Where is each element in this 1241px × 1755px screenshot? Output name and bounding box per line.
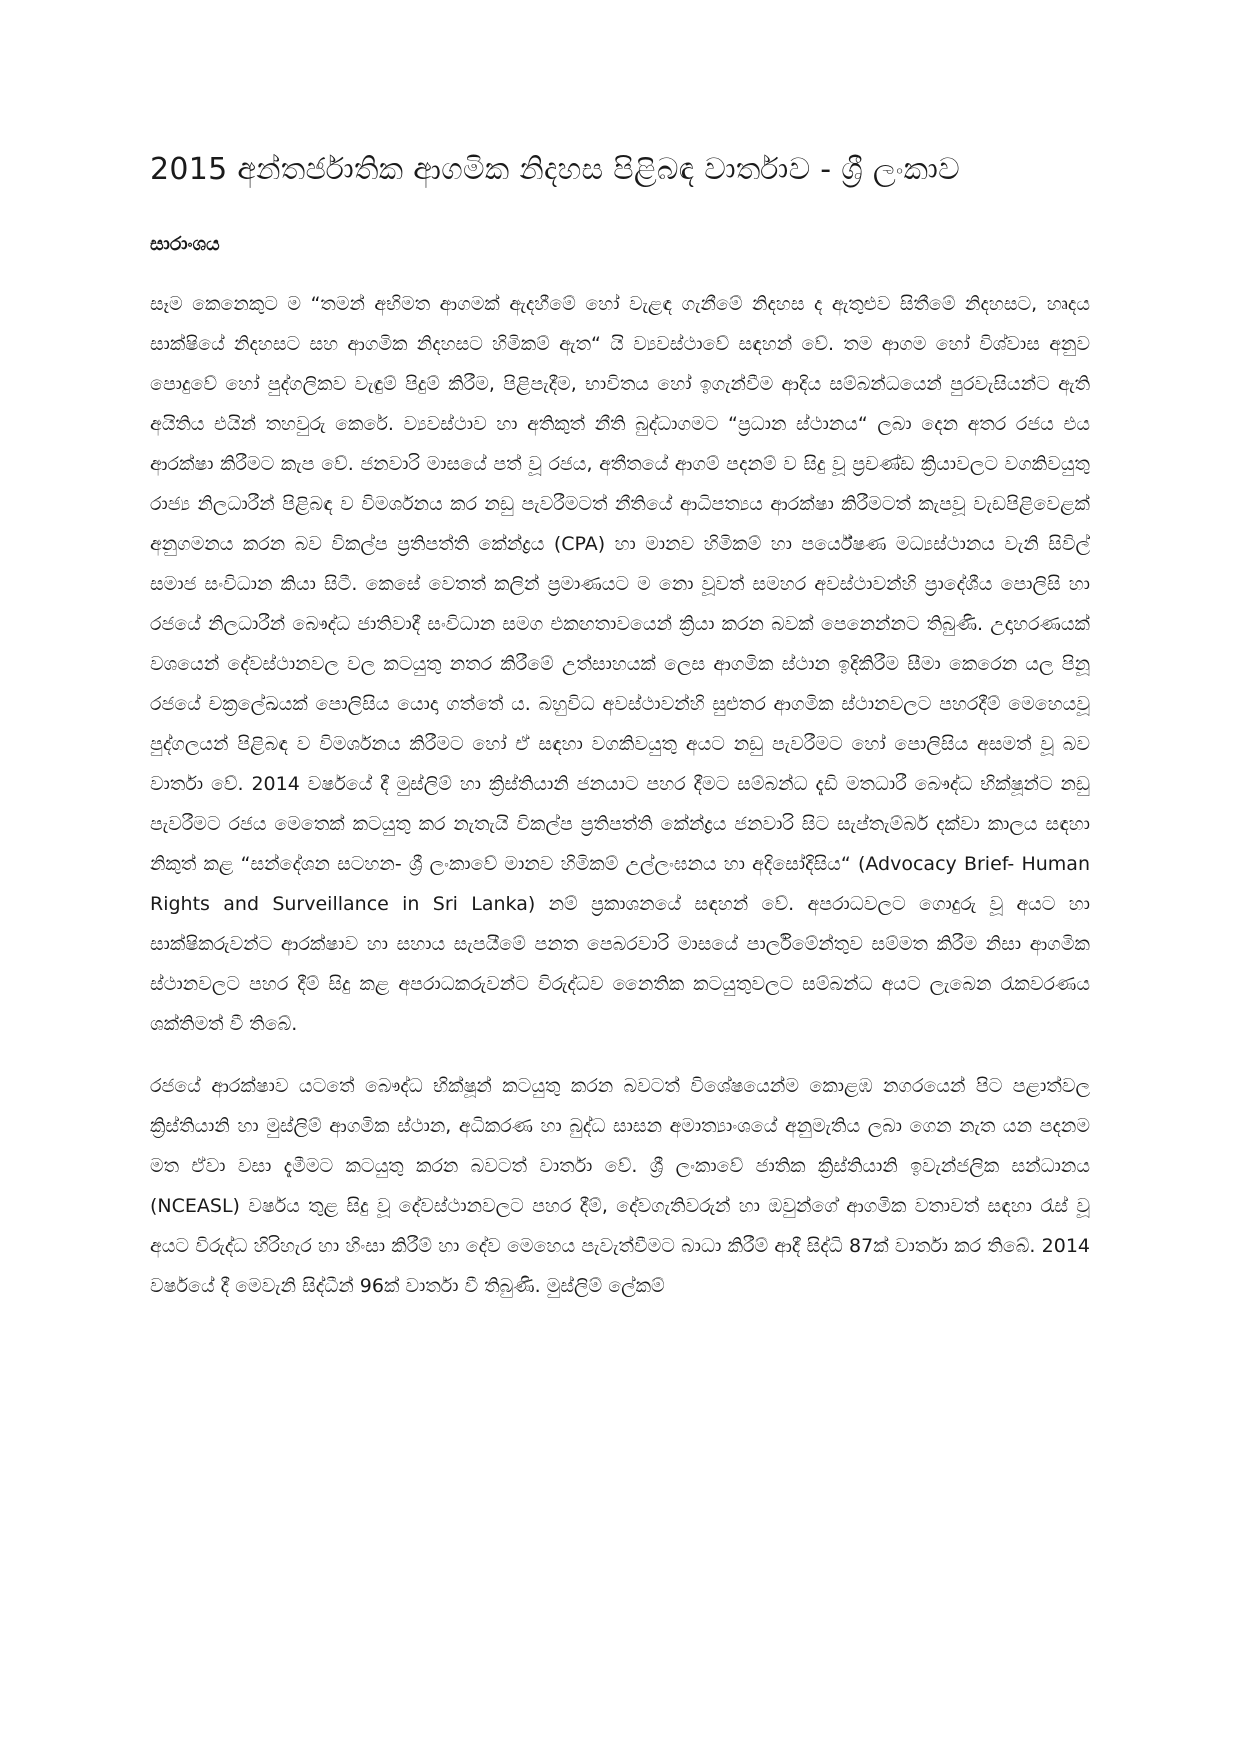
summary-heading: සාරාංශය (150, 233, 220, 255)
paragraph-1: සෑම කෙනෙකුට ම “තමන් අභිමත ආගමක් ඇදහීමේ හෝ වැළඳ ගැනීමේ නිදහස ද ඇතුළුව සිතීමේ නිදහසට, හෘදය සාක්ෂියේ නිදහසට සහ ආගමික නිදහසට හිමිකම් ඇත“ යි ව්‍යවස්ථාවේ සඳහන් වේ. තම ආගම හෝ විශ්වාස අනුව පොදුවේ හෝ පුද්ගලිකව වැඳුම් පිදුම් කිරීම, පිළිපැදීම, භාවිතය හෝ ඉගැන්වීම ආදිය සම්බන්ධයෙන් පුරවැසියන්ට ඇති අයිතිය එයින් තහවුරු කෙරේ. ව්‍යවස්ථාව හා අතිකුත් නීති බුද්ධාගමට “ප්‍රධාන ස්ථානය“ ලබා දෙන අතර රජය එය ආරක්ෂා කිරීමට කැප වේ. ජනවාරි මාසයේ පත් වූ රජය, අතීතයේ ආගම් පදනම් ව සිදු වූ ප්‍රචණ්ඩ ක්‍රියාවලට වගකිවයුතු රාජ්‍ය නිලධාරීන් පිළිබඳ ව විමර්ශනය කර නඩු පැවරීමටත් නීතියේ ආධිපත්‍යය ආරක්ෂා කිරීමටත් කැපවූ වැඩපිළිවෙළක් අනුගමනය කරන බව විකල්ප ප්‍රතිපත්ති කේන්ද්‍රය (CPA) හා මානව හිමිකම් හා පර්යේෂණ මධ්‍යස්ථානය වැනි සිවිල් සමාජ සංවිධාන කියා සිටී. කෙසේ වෙතත් කලින් ප්‍රමාණයට ම නො වූවත් සමහර අවස්ථාවන්හි ප්‍රාදේශීය පොලිසි හා රජයේ නිලධාරීන් බෞද්ධ ජාතිවාදී සංවිධාන සමග එකඟතාවයෙන් ක්‍රියා කරන බවක් පෙනෙන්නට තිබුණි. උදාහරණයක් වශයෙන් දේවස්ථානවල වල කටයුතු නතර කිරීමේ උත්සාහයක් ලෙස ආගමික ස්ථාන ඉදිකිරීම සීමා කෙරෙන යල පිනූ රජයේ චක්‍රලේඛයක් පොලිසිය යොදා ගත්තේ ය. බහුවිධ අවස්ථාවන්හි සුළුතර ආගමික ස්ථානවලට පහරදීම් මෙහෙයවූ පුද්ගලයන් පිළිබඳ ව විමර්ශනය කිරීමට හෝ ඒ සඳහා වගකිවයුතු අයට නඩු පැවරීමට හෝ පොලිසිය අසමත් වූ බව වාර්තා වේ. 2014 වර්ෂයේ දී මුස්ලිම් හා ක්‍රිස්තියානි ජනයාට පහර දීමට සම්බන්ධ දැඩි මතධාරී බෞද්ධ භික්ෂූන්ට නඩු පැවරීමට රජය මෙතෙක් කටයුතු කර නැතැයි විකල්ප ප්‍රතිපත්ති කේන්ද්‍රය ජනවාරි සිට සැප්තැම්බර් දක්වා කාලය සඳහා නිකුත් කළ “සන්දේශන සටහන- ශ්‍රී ලංකාවේ මානව හිමිකම් උල්ලංඝනය හා අදිසෝදිසිය“ (Advocacy Brief- Human Rights and Surveillance in Sri Lanka) නම් ප්‍රකාශනයේ සඳහන් වේ. අපරාධවලට ගොදුරු වූ අයට හා සාක්ෂිකරුවන්ට ආරක්ෂාව හා සහාය සැපයීමේ පනත පෙබරවාරි මාසයේ පාර්ලිමේන්තුව සම්මත කිරීම නිසා ආගමික ස්ථානවලට පහර දීම් සිදු කළ අපරාධකරුවන්ට විරුද්ධව නෛතික කටයුතුවලට සම්බන්ධ අයට ලැබෙන රැකවරණය ශක්තිමත් වී තිබේ. (150, 293, 1090, 1035)
paragraph-2: රජයේ ආරක්ෂාව යටතේ බෞද්ධ භික්ෂූන් කටයුතු කරන බවටත් විශේෂයෙන්ම කොළඹ නගරයෙන් පිට පළාත්වල ක්‍රිස්තියානි හා මුස්ලිම් ආගමික ස්ථාන, අධිකරණ හා බුද්ධ සාසන අමාත්‍යාංශයේ අනුමැතිය ලබා ගෙන නැත යන පදනම මත ඒවා වසා දැමීමට කටයුතු කරන බවටත් වාර්තා වේ. ශ්‍රී ලංකාවේ ජාතික ක්‍රිස්තියානි ඉවැන්ජලික සන්ධානය (NCEASL) වර්ෂය තුළ සිදු වූ දේවස්ථානවලට පහර දීම්, දේවගැතිවරුන් හා ඔවුන්ගේ ආගමික වතාවත් සඳහා රැස් වූ අයට විරුද්ධ හිරිහැර හා හිංසා කිරීම් හා දේව මෙහෙය පැවැත්වීමට බාධා කිරීම් ආදී සිද්ධි 87ක් වාර්තා කර තිබේ. 2014 වර්ෂයේ දී මෙවැනි සිද්ධීන් 96ක් වාර්තා වී තිබුණි. මුස්ලිම් ලේකම් (150, 1075, 1090, 1297)
document-title: 2015 අන්තර්ජාතික ආගමික නිදහස පිළිබඳ වාර්තාව - ශ්‍රී ලංකාව (150, 152, 961, 187)
document-page (150, 150, 1090, 1328)
